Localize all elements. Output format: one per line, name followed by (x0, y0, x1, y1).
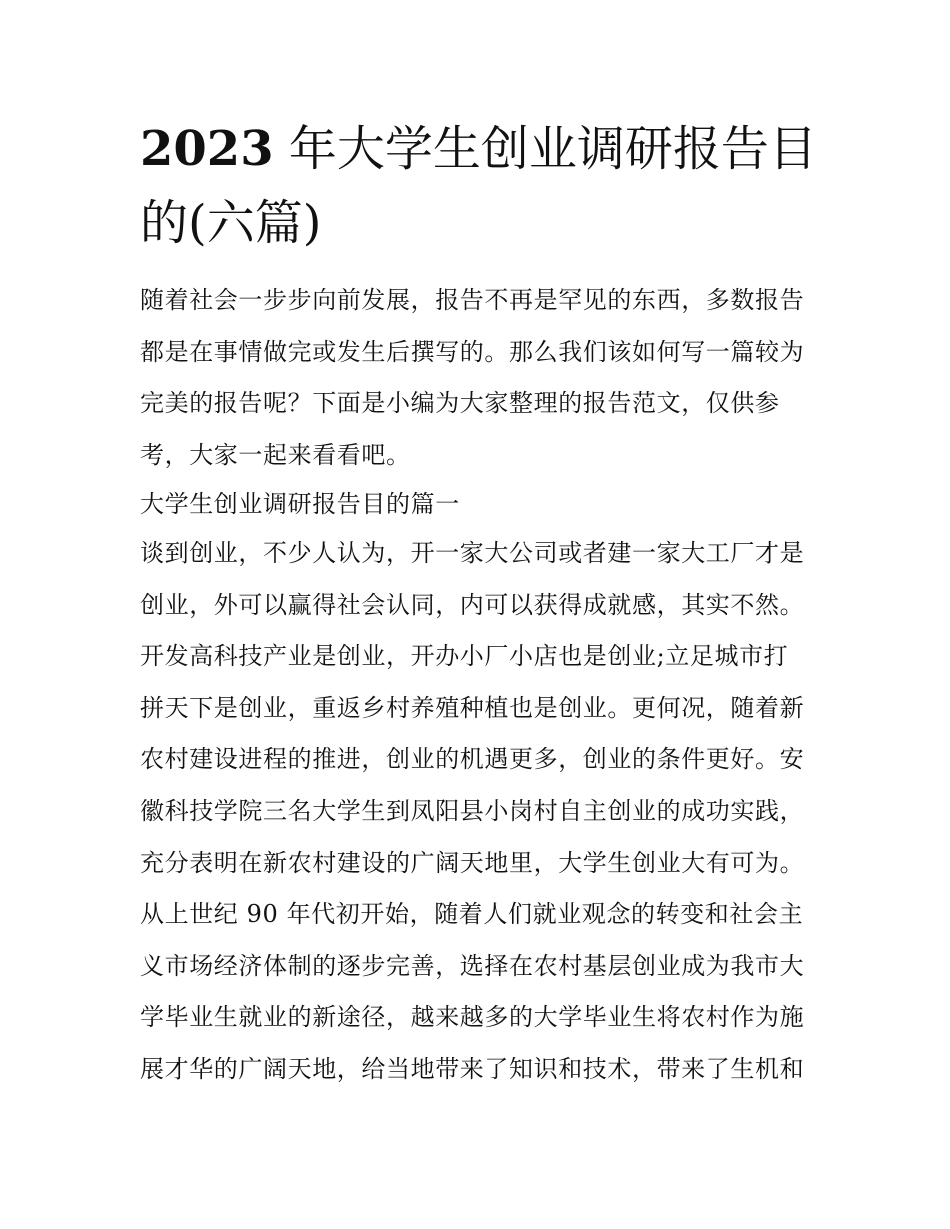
intro-line: 完美的报告呢？下面是小编为大家整理的报告范文，仅供参 (140, 389, 780, 418)
paragraph-line: 开发高科技产业是创业，开办小厂小店也是创业;立足城市打 (140, 642, 789, 671)
title-line-1-text: 年大学生创业调研报告目 (288, 121, 817, 177)
paragraph-line: 创业，外可以赢得社会认同，内可以获得成就感，其实不然。 (140, 590, 805, 619)
intro-line: 考，大家一起来看看吧。 (140, 440, 411, 469)
paragraph-line: 拼天下是创业，重返乡村养殖种植也是创业。更何况，随着新 (140, 693, 805, 722)
paragraph-line: 农村建设进程的推进，创业的机遇更多，创业的条件更好。安 (140, 745, 805, 774)
paragraph-line: 徽科技学院三名大学生到凤阳县小岗村自主创业的成功实践， (140, 796, 805, 825)
paragraph-line: 展才华的广阔天地，给当地带来了知识和技术，带来了生机和 (140, 1054, 805, 1083)
title-year: 2023 (140, 121, 274, 177)
intro-paragraph (140, 275, 820, 481)
paragraph-line: 学毕业生就业的新途径，越来越多的大学毕业生将农村作为施 (140, 1003, 805, 1032)
intro-line: 随着社会一步步向前发展，报告不再是罕见的东西，多数报告 (140, 286, 805, 314)
title-line-2: 的(六篇) (140, 195, 322, 251)
paragraph-line: 谈到创业，不少人认为，开一家大公司或者建一家大工厂才是 (140, 539, 805, 567)
intro-line: 都是在事情做完或发生后撰写的。那么我们该如何写一篇较为 (140, 337, 805, 366)
paragraph-line: 充分表明在新农村建设的广阔天地里，大学生创业大有可为。 (140, 848, 805, 877)
title-line-1 (140, 112, 820, 186)
body-paragraph (140, 528, 820, 1096)
paragraph-line: 义市场经济体制的逐步完善，选择在农村基层创业成为我市大 (140, 951, 805, 980)
section-heading: 大学生创业调研报告目的篇一 (140, 490, 460, 518)
paragraph-line: 从上世纪 90 年代初开始，随着人们就业观念的转变和社会主 (140, 900, 804, 929)
page-title (140, 112, 820, 260)
